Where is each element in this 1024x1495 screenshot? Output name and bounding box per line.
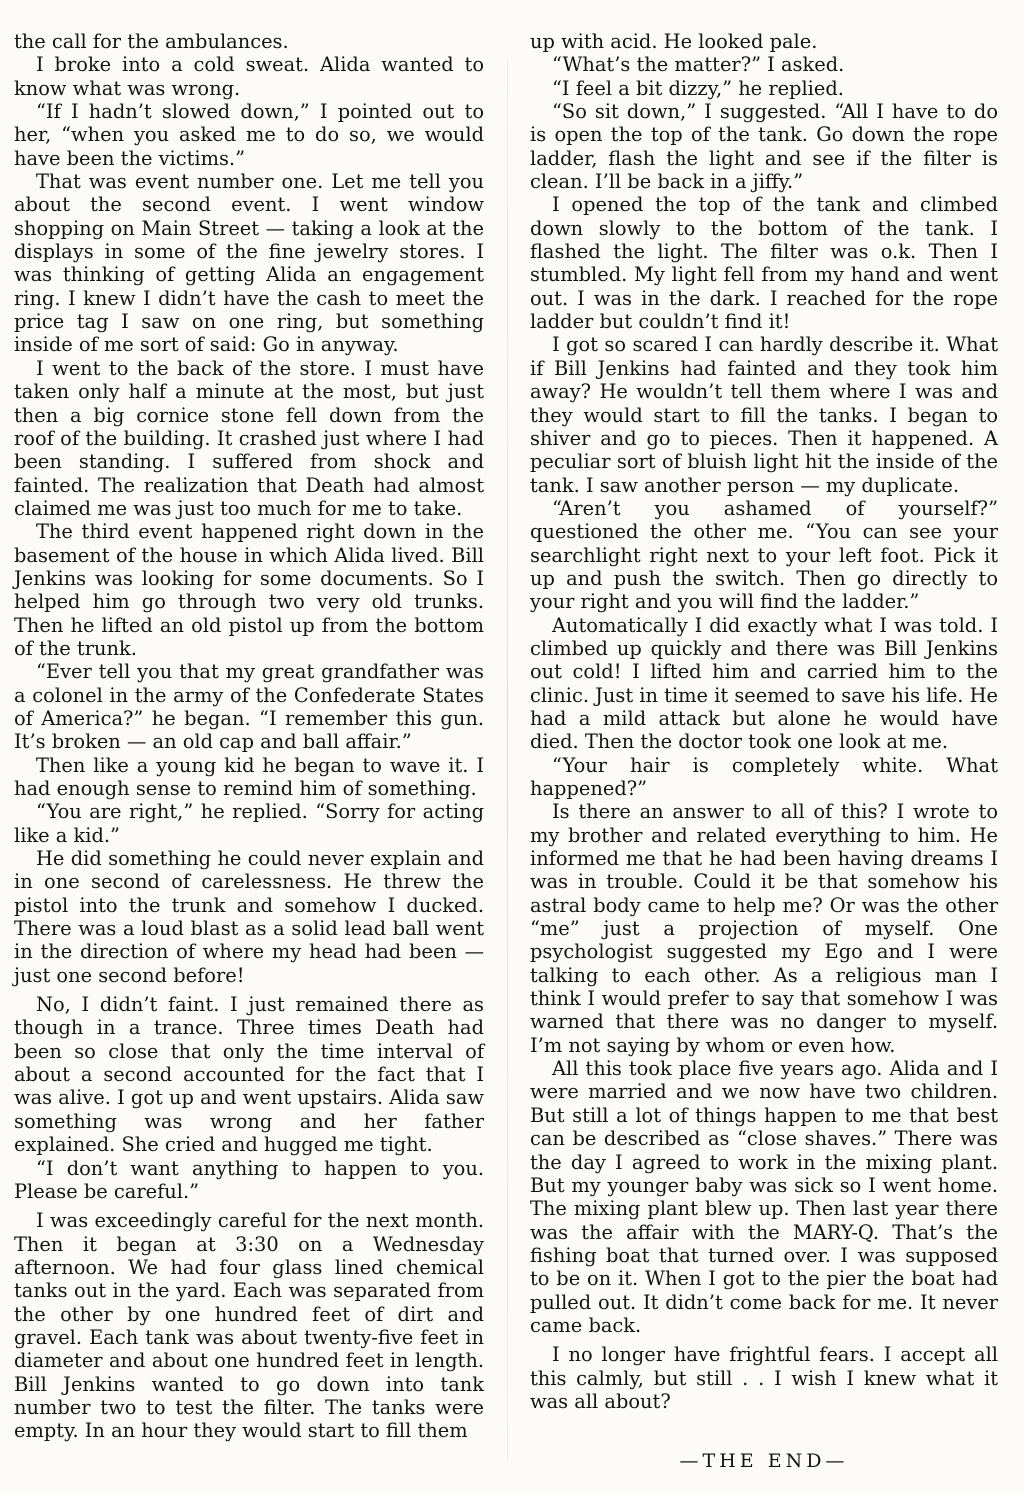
paragraph: I got so scared I can hardly describe it. What if Bill Jenkins had fainted and they took him away? He wouldn’t tell them where I was and they would start to fill the tanks. I began to shiver and go to pieces. Then it happened. A peculiar sort of bluish light hit the inside of the tank. I saw another person — my duplicate. [530,333,998,497]
left-column [14,30,484,1443]
end-mark: —THE END— [679,1450,849,1472]
column-divider [507,60,508,1460]
paragraph: the call for the ambulances. [14,30,289,53]
paragraph: I no longer have frightful fears. I accept all this calmly, but still . . I wish I knew what it was all about? [530,1343,998,1413]
paragraph: All this took place five years ago. Alida and I were married and we now have two children. But still a lot of things happen to me that best can be described as “close shaves.” There was the day I agreed to work in the mixing plant. But my younger baby was sick so I went home. The mixing plant blew up. Then last year there was the affair with the MARY-Q. That’s the fishing boat that turned over. I was supposed to be on it. When I got to the pier the boat had pulled out. It didn’t come back for me. It never came back. [530,1057,998,1337]
paragraph: “What’s the matter?” I asked. [552,53,845,77]
paragraph: He did something he could never explain and in one second of carelessness. He threw the pistol into the trunk and somehow I ducked. There was a loud blast as a solid lead ball went in the direction of where my head had been — just one second before! [14,847,484,987]
paragraph: “Your hair is completely white. What happened?” [530,753,998,800]
paragraph: up with acid. He looked pale. [530,30,818,53]
paragraph: I opened the top of the tank and climbed down slowly to the bottom of the tank. I flashed the light. The filter was o.k. Then I stumbled. My light fell from my hand and went out. I was in the dark. I reached for the rope ladder but couldn’t find it! [530,193,998,334]
paragraph: “If I hadn’t slowed down,” I pointed out to her, “when you asked me to do so, we would have been the victims.” [14,100,484,170]
paragraph: “You are right,” he replied. “Sorry for acting like a kid.” [14,800,484,847]
paragraph: The third event happened right down in the basement of the house in which Alida lived. Bill Jenkins was looking for some documents. So I helped him go through two very old trunks. Then he lifted an old pistol up from the bottom of the trunk. [14,520,484,660]
paragraph: “So sit down,” I suggested. “All I have to do is open the top of the tank. Go down the rope ladder, flash the light and see if the filter is clean. I’ll be back in a jiffy.” [530,100,998,194]
paragraph: I broke into a cold sweat. Alida wanted to know what was wrong. [14,53,484,100]
paragraph: “Aren’t you ashamed of yourself?” questioned the other me. “You can see your searchlight right next to your left foot. Pick it up and push the switch. Then go directly to your right and you will find the ladder.” [530,496,998,614]
paragraph: Is there an answer to all of this? I wrote to my brother and related everything to him. He informed me that he had been having dreams I was in trouble. Could it be that somehow his astral body came to help me? Or was the other “me” just a projection of myself. One psychologist suggested my Ego and I were talking to each other. As a religious man I think I would prefer to say that somehow I was warned that there was no danger to myself. I’m not saying by whom or even how. [530,800,998,1057]
paragraph: Automatically I did exactly what I was told. I climbed up quickly and there was Bill Jenkins out cold! I lifted him and carried him to the clinic. Just in time it seemed to save his life. He had a mild attack but alone he would have died. Then the doctor took one look at me. [530,613,998,754]
paragraph: “I feel a bit dizzy,” he replied. [552,76,844,100]
paragraph: “Ever tell you that my great grandfather was a colonel in the army of the Confederate States of America?” he began. “I remember this gun. It’s broken — an old cap and ball affair.” [14,660,484,754]
paragraph: Then like a young kid he began to wave it. I had enough sense to remind him of something. [14,753,484,800]
paragraph: “I don’t want anything to happen to you. Please be careful.” [14,1156,484,1203]
paragraph: No, I didn’t faint. I just remained there as though in a trance. Three times Death had been so close that only the time interval of about a second accounted for the fact that I was alive. I got up and went upstairs. Alida saw something was wrong and her father explained. She cried and hugged me tight. [14,993,484,1157]
right-column [530,30,998,1413]
paragraph: I was exceedingly careful for the next month. Then it began at 3:30 on a Wednesday afternoon. We had four glass lined chemical tanks out in the yard. Each was separated from the other by one hundred feet of dirt and gravel. Each tank was about twenty-five feet in diameter and about one hundred feet in length. Bill Jenkins wanted to go down into tank number two to test the filter. The tanks were empty. In an hour they would start to fill them [14,1209,484,1443]
paragraph: I went to the back of the store. I must have taken only half a minute at the most, but just then a big cornice stone fell down from the roof of the building. It crashed just where I had been standing. I suffered from shock and fainted. The realization that Death had almost claimed me was just too much for me to take. [14,356,484,520]
paragraph: That was event number one. Let me tell you about the second event. I went window shopping on Main Street — taking a look at the displays in some of the fine jewelry stores. I was thinking of getting Alida an engagement ring. I knew I didn’t have the cash to meet the price tag I saw on one ring, but something inside of me sort of said: Go in anyway. [14,170,484,357]
